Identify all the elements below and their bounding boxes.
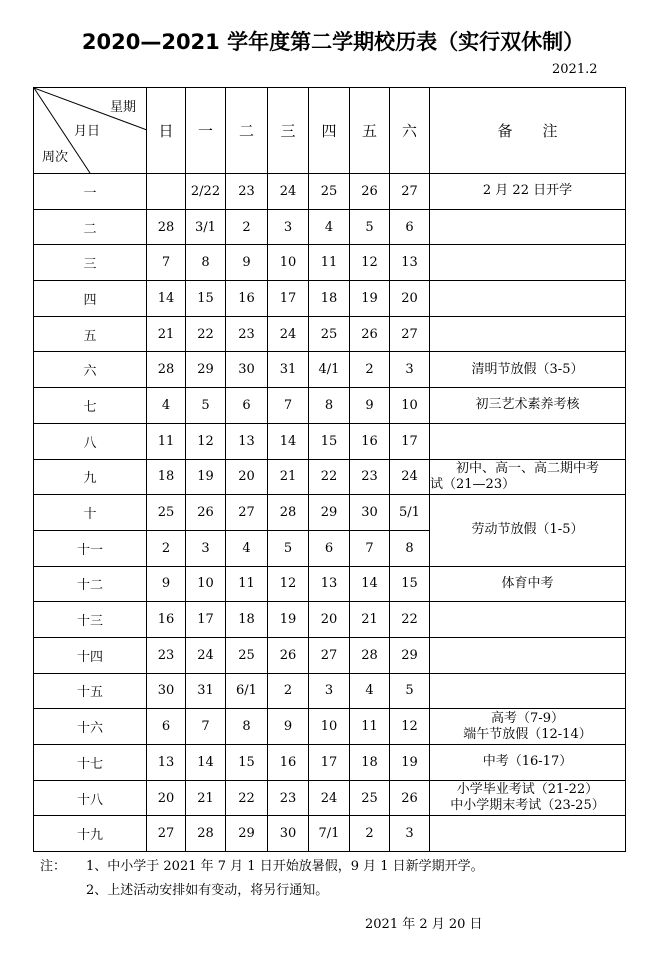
date-cell: 8	[309, 388, 350, 424]
date-cell: 7	[147, 245, 186, 281]
date-cell: 19	[390, 745, 430, 781]
date-cell: 2	[350, 816, 390, 852]
date-cell: 31	[186, 673, 226, 709]
date-cell: 2	[147, 530, 186, 566]
table-row	[34, 637, 626, 673]
remark-cell	[430, 637, 626, 673]
week-number-cell: 二	[34, 209, 147, 245]
table-row	[34, 209, 626, 245]
date-cell: 28	[186, 816, 226, 852]
date-cell: 6	[309, 530, 350, 566]
header-day-wed: 三	[268, 88, 309, 174]
date-cell: 23	[350, 459, 390, 495]
date-cell: 26	[350, 316, 390, 352]
date-cell: 24	[268, 316, 309, 352]
date-cell: 23	[268, 780, 309, 816]
header-weekday-label: 星期	[110, 100, 137, 115]
date-cell: 3	[390, 816, 430, 852]
header-day-sat: 六	[390, 88, 430, 174]
date-cell: 2/22	[186, 174, 226, 210]
date-cell: 11	[226, 566, 268, 602]
date-cell: 10	[309, 709, 350, 745]
date-cell: 3	[390, 352, 430, 388]
table-row	[34, 388, 626, 424]
remark-line: 小学毕业考试（21-22）	[456, 782, 599, 798]
date-cell: 23	[226, 316, 268, 352]
date-cell: 17	[268, 281, 309, 317]
remark-cell	[430, 316, 626, 352]
table-row	[34, 673, 626, 709]
diagonal-header-cell	[34, 88, 147, 174]
date-cell: 13	[226, 423, 268, 459]
week-number-cell: 八	[34, 423, 147, 459]
date-cell: 19	[268, 602, 309, 638]
date-cell: 20	[309, 602, 350, 638]
footnote-label: 注：	[40, 859, 67, 874]
date-cell: 12	[268, 566, 309, 602]
date-cell: 26	[350, 174, 390, 210]
date-cell: 13	[147, 745, 186, 781]
week-number-cell: 七	[34, 388, 147, 424]
date-cell: 20	[147, 780, 186, 816]
date-cell: 24	[186, 637, 226, 673]
table-row	[34, 709, 626, 745]
date-cell: 4	[309, 209, 350, 245]
date-cell: 30	[268, 816, 309, 852]
date-cell: 8	[390, 530, 430, 566]
remark-line: 初中、高一、高二期中考	[455, 460, 599, 476]
date-cell: 9	[268, 709, 309, 745]
header-remarks: 备 注	[430, 88, 626, 174]
remark-line: 中小学期末考试（23-25）	[450, 798, 605, 814]
date-cell: 30	[147, 673, 186, 709]
week-number-cell: 十六	[34, 709, 147, 745]
date-cell: 27	[309, 637, 350, 673]
date-cell: 22	[309, 459, 350, 495]
date-cell: 16	[268, 745, 309, 781]
table-row	[34, 602, 626, 638]
date-cell: 25	[226, 637, 268, 673]
date-cell: 26	[390, 780, 430, 816]
remark-line: 中考（16-17）	[482, 754, 573, 770]
date-cell	[147, 174, 186, 210]
footnote-1: 1、中小学于 2021 年 7 月 1 日开始放暑假，9 月 1 日新学期开学。	[86, 859, 484, 874]
table-row	[34, 566, 626, 602]
remark-cell	[430, 423, 626, 459]
remark-line: 端午节放假（12-14）	[463, 726, 592, 742]
date-cell: 22	[390, 602, 430, 638]
table-row	[34, 495, 626, 531]
date-cell: 22	[226, 780, 268, 816]
date-cell: 18	[226, 602, 268, 638]
date-cell: 19	[186, 459, 226, 495]
remark-cell	[430, 281, 626, 317]
date-cell: 6	[147, 709, 186, 745]
date-cell: 7/1	[309, 816, 350, 852]
table-row	[34, 459, 626, 495]
table-row	[34, 281, 626, 317]
remark-cell	[430, 495, 626, 566]
date-cell: 13	[390, 245, 430, 281]
header-day-tue: 二	[226, 88, 268, 174]
table-row	[34, 316, 626, 352]
date-cell: 14	[147, 281, 186, 317]
remark-cell	[430, 566, 626, 602]
date-cell: 16	[226, 281, 268, 317]
date-cell: 5	[186, 388, 226, 424]
date-cell: 8	[226, 709, 268, 745]
remark-cell	[430, 673, 626, 709]
footer-date: 2021 年 2 月 20 日	[365, 917, 483, 932]
remark-cell	[430, 780, 626, 816]
remark-cell	[430, 745, 626, 781]
remark-cell	[430, 709, 626, 745]
date-cell: 12	[390, 709, 430, 745]
date-cell: 2	[226, 209, 268, 245]
date-cell: 29	[226, 816, 268, 852]
remark-cell	[430, 816, 626, 852]
date-cell: 10	[186, 566, 226, 602]
header-day-thu: 四	[309, 88, 350, 174]
date-cell: 20	[226, 459, 268, 495]
week-number-cell: 十五	[34, 673, 147, 709]
week-number-cell: 一	[34, 174, 147, 210]
date-cell: 9	[226, 245, 268, 281]
table-row	[34, 780, 626, 816]
date-cell: 6	[390, 209, 430, 245]
date-cell: 14	[268, 423, 309, 459]
date-cell: 10	[390, 388, 430, 424]
date-cell: 4	[226, 530, 268, 566]
date-cell: 25	[309, 316, 350, 352]
date-cell: 25	[350, 780, 390, 816]
week-number-cell: 十三	[34, 602, 147, 638]
date-cell: 28	[147, 209, 186, 245]
date-cell: 4	[147, 388, 186, 424]
date-cell: 15	[309, 423, 350, 459]
week-number-cell: 十四	[34, 637, 147, 673]
remark-line: 劳动节放假（1-5）	[471, 522, 584, 538]
date-cell: 23	[226, 174, 268, 210]
date-cell: 21	[268, 459, 309, 495]
date-cell: 6	[226, 388, 268, 424]
date-cell: 16	[147, 602, 186, 638]
school-calendar-table	[33, 87, 626, 852]
date-cell: 12	[186, 423, 226, 459]
remark-line: 清明节放假（3-5）	[471, 361, 584, 377]
date-cell: 30	[226, 352, 268, 388]
week-number-cell: 三	[34, 245, 147, 281]
date-cell: 18	[147, 459, 186, 495]
week-number-cell: 九	[34, 459, 147, 495]
header-week-label: 周次	[42, 150, 69, 165]
date-cell: 4	[350, 673, 390, 709]
date-cell: 27	[226, 495, 268, 531]
issue-date-tag: 2021.2	[552, 62, 598, 77]
date-cell: 10	[268, 245, 309, 281]
remark-cell	[430, 352, 626, 388]
date-cell: 29	[309, 495, 350, 531]
date-cell: 11	[309, 245, 350, 281]
table-row	[34, 352, 626, 388]
date-cell: 9	[147, 566, 186, 602]
date-cell: 20	[390, 281, 430, 317]
date-cell: 21	[147, 316, 186, 352]
date-cell: 5	[390, 673, 430, 709]
date-cell: 2	[268, 673, 309, 709]
date-cell: 11	[147, 423, 186, 459]
table-row	[34, 174, 626, 210]
date-cell: 25	[309, 174, 350, 210]
week-number-cell: 十七	[34, 745, 147, 781]
remark-line: 初三艺术素养考核	[475, 397, 580, 413]
remark-cell	[430, 459, 626, 495]
week-number-cell: 十九	[34, 816, 147, 852]
week-number-cell: 十	[34, 495, 147, 531]
date-cell: 7	[186, 709, 226, 745]
date-cell: 9	[350, 388, 390, 424]
date-cell: 16	[350, 423, 390, 459]
date-cell: 25	[147, 495, 186, 531]
date-cell: 3	[186, 530, 226, 566]
week-number-cell: 十八	[34, 780, 147, 816]
date-cell: 27	[390, 174, 430, 210]
date-cell: 23	[147, 637, 186, 673]
remark-line: 试（21—23）	[430, 476, 516, 492]
date-cell: 11	[350, 709, 390, 745]
date-cell: 5	[268, 530, 309, 566]
week-number-cell: 四	[34, 281, 147, 317]
remark-cell	[430, 388, 626, 424]
date-cell: 24	[390, 459, 430, 495]
week-number-cell: 五	[34, 316, 147, 352]
date-cell: 5/1	[390, 495, 430, 531]
date-cell: 29	[390, 637, 430, 673]
table-row	[34, 745, 626, 781]
remark-line: 2 月 22 日开学	[482, 183, 573, 199]
date-cell: 18	[309, 281, 350, 317]
remark-line: 体育中考	[501, 575, 554, 591]
date-cell: 17	[390, 423, 430, 459]
date-cell: 28	[350, 637, 390, 673]
page-title: 2020—2021 学年度第二学期校历表（实行双休制）	[81, 30, 585, 54]
remark-cell	[430, 174, 626, 210]
table-row	[34, 423, 626, 459]
week-number-cell: 十二	[34, 566, 147, 602]
remark-cell	[430, 245, 626, 281]
date-cell: 3/1	[186, 209, 226, 245]
date-cell: 18	[350, 745, 390, 781]
date-cell: 17	[309, 745, 350, 781]
date-cell: 3	[309, 673, 350, 709]
header-day-sun: 日	[147, 88, 186, 174]
date-cell: 4/1	[309, 352, 350, 388]
date-cell: 28	[268, 495, 309, 531]
date-cell: 7	[350, 530, 390, 566]
date-cell: 27	[147, 816, 186, 852]
date-cell: 7	[268, 388, 309, 424]
footnote-2: 2、上述活动安排如有变动，将另行通知。	[86, 883, 329, 898]
date-cell: 15	[390, 566, 430, 602]
date-cell: 14	[186, 745, 226, 781]
date-cell: 29	[186, 352, 226, 388]
remark-cell	[430, 602, 626, 638]
date-cell: 21	[350, 602, 390, 638]
remark-cell	[430, 209, 626, 245]
date-cell: 2	[350, 352, 390, 388]
date-cell: 26	[186, 495, 226, 531]
date-cell: 14	[350, 566, 390, 602]
date-cell: 3	[268, 209, 309, 245]
date-cell: 24	[309, 780, 350, 816]
date-cell: 19	[350, 281, 390, 317]
date-cell: 17	[186, 602, 226, 638]
remark-line: 高考（7-9）	[491, 710, 564, 726]
table-header-row	[34, 88, 626, 174]
week-number-cell: 六	[34, 352, 147, 388]
date-cell: 6/1	[226, 673, 268, 709]
table-row	[34, 816, 626, 852]
date-cell: 5	[350, 209, 390, 245]
date-cell: 24	[268, 174, 309, 210]
date-cell: 15	[226, 745, 268, 781]
footnotes	[40, 855, 484, 903]
date-cell: 21	[186, 780, 226, 816]
week-number-cell: 十一	[34, 530, 147, 566]
date-cell: 27	[390, 316, 430, 352]
date-cell: 28	[147, 352, 186, 388]
header-day-mon: 一	[186, 88, 226, 174]
date-cell: 30	[350, 495, 390, 531]
date-cell: 22	[186, 316, 226, 352]
date-cell: 31	[268, 352, 309, 388]
header-date-label: 月日	[74, 124, 101, 139]
date-cell: 13	[309, 566, 350, 602]
date-cell: 15	[186, 281, 226, 317]
table-row	[34, 245, 626, 281]
date-cell: 12	[350, 245, 390, 281]
date-cell: 8	[186, 245, 226, 281]
date-cell: 26	[268, 637, 309, 673]
header-day-fri: 五	[350, 88, 390, 174]
